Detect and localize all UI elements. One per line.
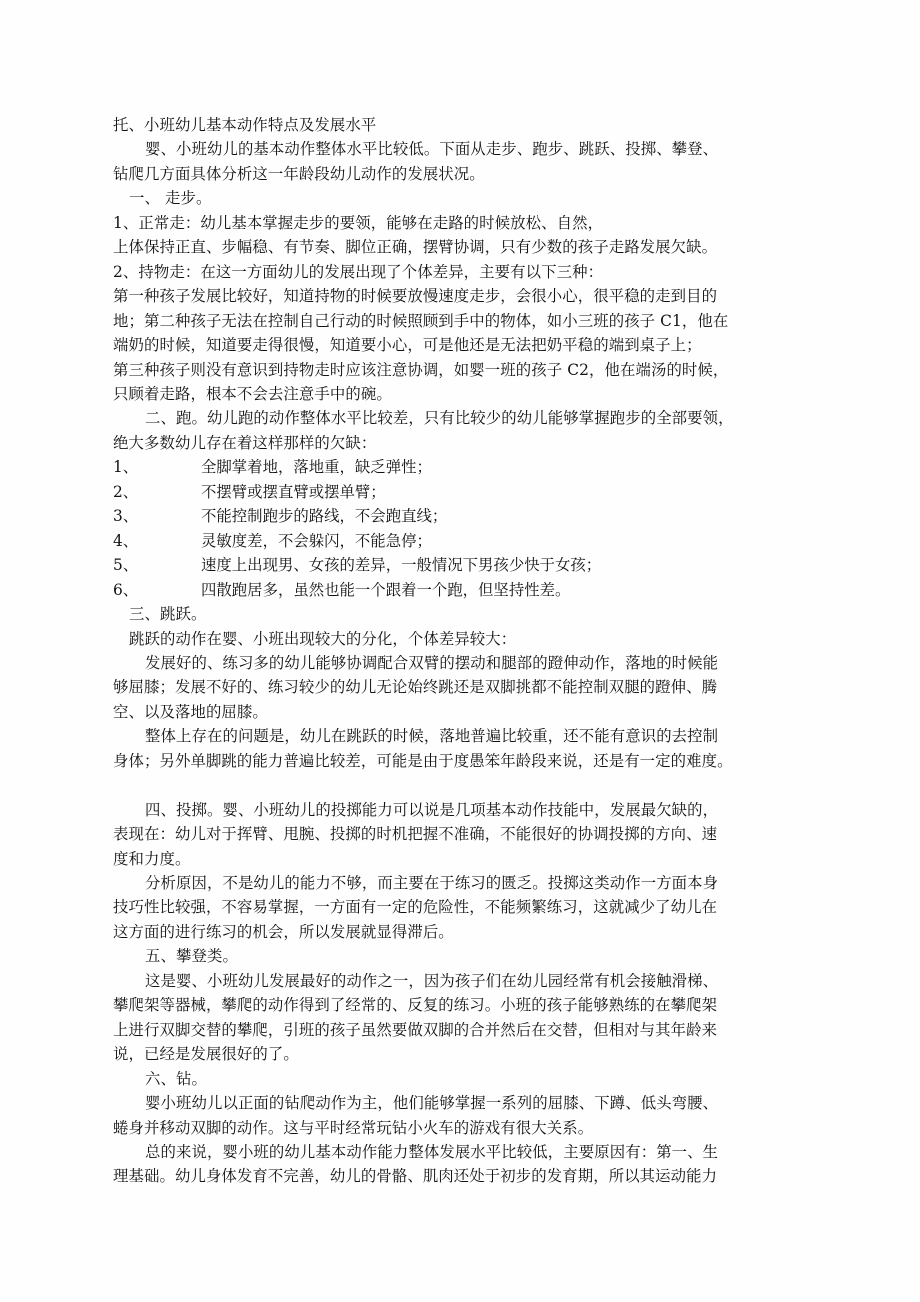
- text-line: 一、 走步。: [129, 189, 212, 208]
- list-item-text: 全脚掌着地，落地重，缺乏弹性；: [201, 458, 432, 477]
- text-line: 1、正常走：幼儿基本掌握走步的要领，能够在走路的时候放松、自然，: [113, 213, 604, 232]
- text-line: 六、钻。: [145, 1069, 207, 1088]
- list-item: [113, 504, 811, 528]
- list-item: [113, 529, 811, 553]
- list-item-text: 速度上出现男、女孩的差异，一般情况下男孩少快于女孩；: [201, 556, 602, 575]
- list-item-number: 4、: [113, 531, 139, 550]
- list-item-number: 3、: [113, 507, 139, 526]
- text-line: 空、以及落地的屈膝。: [113, 702, 268, 721]
- text-line: 第三种孩子则没有意识到持物走时应该注意协调，如婴一班的孩子 C2，他在端汤的时候，: [113, 360, 729, 379]
- text-line: 上体保持正直、步幅稳、有节奏、脚位正确，摆臂协调，只有少数的孩子走路发展欠缺。: [113, 238, 718, 257]
- list-item: [113, 480, 811, 504]
- text-line: 身体；另外单脚跳的能力普遍比较差，可能是由于度愚笨年龄段来说，还是有一定的难度。: [113, 751, 733, 770]
- text-line: 这方面的进行练习的机会，所以发展就显得滞后。: [113, 922, 454, 941]
- text-line: 地；第二种孩子无法在控制自己行动的时候照顾到手中的物体，如小三班的孩子 C1，他在: [113, 311, 729, 330]
- text-line: 总的来说，婴小班的幼儿基本动作能力整体发展水平比较低，主要原因有：第一、生: [145, 1143, 719, 1162]
- text-line: 攀爬架等器械，攀爬的动作得到了经常的、反复的练习。小班的孩子能够熟练的在攀爬架: [113, 996, 718, 1015]
- list-item-number: 6、: [113, 580, 139, 599]
- list-item-text: 不摆臂或摆直臂或摆单臂；: [201, 482, 386, 501]
- text-line: 跳跃的动作在婴、小班出现较大的分化，个体差异较大：: [129, 629, 517, 648]
- text-line: 蜷身并移动双脚的动作。这与平时经常玩钻小火车的游戏有很大关系。: [113, 1118, 594, 1137]
- text-line: 端奶的时候，知道要走得很慢，知道要小心，可是他还是无法把奶平稳的端到桌子上；: [113, 336, 702, 355]
- list-item-number: 5、: [113, 556, 139, 575]
- text-line: 婴、小班幼儿的基本动作整体水平比较低。下面从走步、跑步、跳跃、投掷、攀登、: [145, 140, 719, 159]
- numbered-list: [113, 455, 811, 602]
- text-line: 四、投掷。婴、小班幼儿的投掷能力可以说是几项基本动作技能中，发展最欠缺的，: [145, 800, 719, 819]
- list-item: [113, 455, 811, 479]
- list-item-number: 1、: [113, 458, 139, 477]
- paragraph-block-two: [113, 602, 811, 1189]
- list-item: [113, 553, 811, 577]
- text-line: 婴小班幼儿以正面的钻爬动作为主，他们能够掌握一系列的屈膝、下蹲、低头弯腰、: [145, 1094, 719, 1113]
- text-line: 发展好的、练习多的幼儿能够协调配合双臂的摆动和腿部的蹬伸动作，落地的时候能: [145, 653, 719, 672]
- text-line: 度和力度。: [113, 849, 191, 868]
- list-item-text: 四散跑居多，虽然也能一个跟着一个跑，但坚持性差。: [201, 580, 571, 599]
- text-line: 2、持物走：在这一方面幼儿的发展出现了个体差异，主要有以下三种：: [113, 262, 604, 281]
- text-line: 绝大多数幼儿存在着这样那样的欠缺：: [113, 433, 377, 452]
- text-line: 理基础。幼儿身体发育不完善，幼儿的骨骼、肌肉还处于初步的发育期，所以其运动能力: [113, 1167, 718, 1186]
- text-line: 托、小班幼儿基本动作特点及发展水平: [113, 116, 377, 134]
- list-item-text: 不能控制跑步的路线，不会跑直线；: [201, 507, 448, 526]
- text-line: 第一种孩子发展比较好，知道持物的时候要放慢速度走步，会很小心，很平稳的走到目的: [113, 287, 718, 306]
- text-line: 只顾着走路，根本不会去注意手中的碗。: [113, 384, 392, 403]
- list-item: [113, 578, 811, 602]
- text-line: 分析原因，不是幼儿的能力不够，而主要在于练习的匮乏。投掷这类动作一方面本身: [145, 874, 719, 893]
- text-line: 三、跳跃。: [129, 605, 207, 624]
- text-line: 整体上存在的问题是，幼儿在跳跃的时候，落地普遍比较重，还不能有意识的去控制: [145, 727, 719, 746]
- text-line: 够屈膝；发展不好的、练习较少的幼儿无论始终跳还是双脚挑都不能控制双腿的蹬伸、腾: [113, 678, 718, 697]
- text-line: 技巧性比较强，不容易掌握，一方面有一定的危险性，不能频繁练习，这就减少了幼儿在: [113, 898, 718, 917]
- text-line: 这是婴、小班幼儿发展最好的动作之一，因为孩子们在幼儿园经常有机会接触滑梯、: [145, 971, 719, 990]
- list-item-text: 灵敏度差，不会躲闪，不能急停；: [201, 531, 432, 550]
- text-line: 表现在：幼儿对于挥臂、甩腕、投掷的时机把握不准确，不能很好的协调投掷的方向、速: [113, 825, 718, 844]
- blank-line: [113, 773, 811, 797]
- text-line: 五、攀登类。: [145, 947, 238, 966]
- text-line: 二、跑。幼儿跑的动作整体水平比较差，只有比较少的幼儿能够掌握跑步的全部要领，: [145, 409, 734, 428]
- document-text-body: [113, 113, 811, 1189]
- text-line: 钻爬几方面具体分析这一年龄段幼儿动作的发展状况。: [113, 164, 485, 183]
- list-item-number: 2、: [113, 482, 139, 501]
- paragraph-block-one: [113, 113, 811, 455]
- text-line: 说，已经是发展很好的了。: [113, 1045, 299, 1064]
- text-line: 上进行双脚交替的攀爬，引班的孩子虽然要做双脚的合并然后在交替，但相对与其年龄来: [113, 1020, 718, 1039]
